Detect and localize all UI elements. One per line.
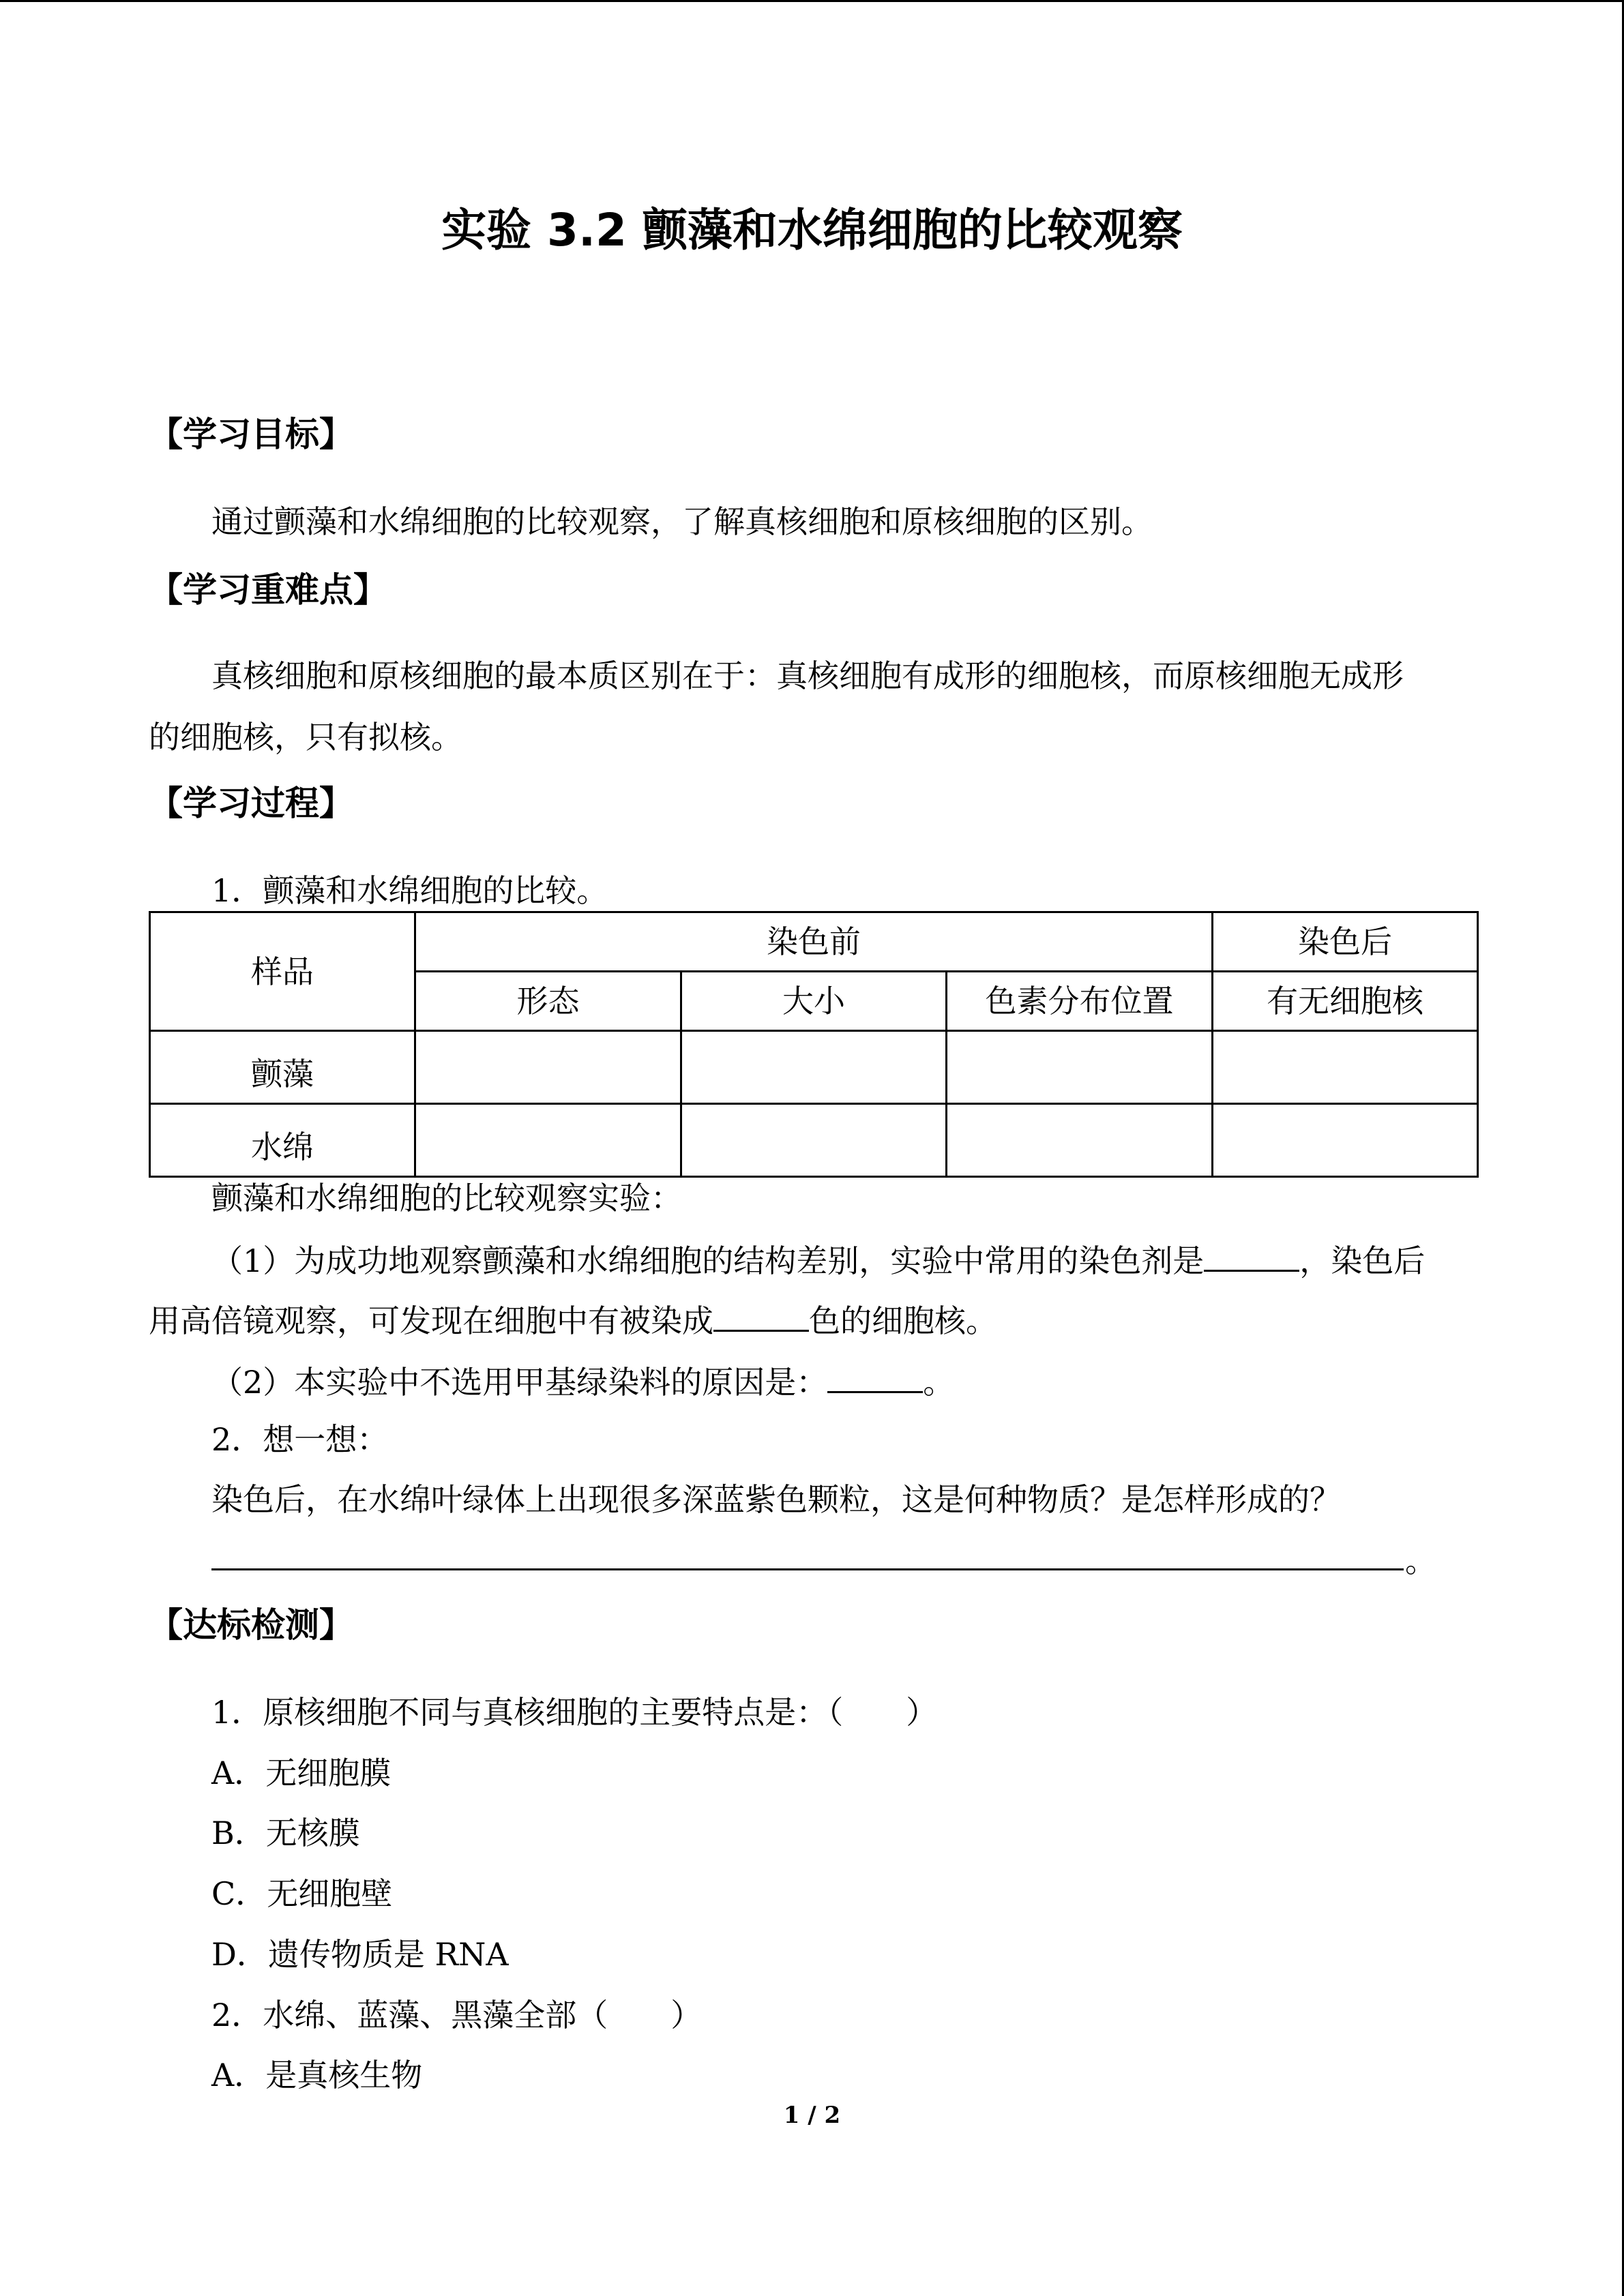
- answer-blank-stain[interactable]: [1204, 1242, 1299, 1272]
- test-heading: 【达标检测】: [149, 1605, 353, 1645]
- comparison-table: [149, 911, 1479, 1178]
- test-q1-option-d[interactable]: D．遗传物质是 RNA: [211, 1936, 509, 1973]
- table-cell[interactable]: [681, 1104, 947, 1177]
- table-header-after: 染色后: [1213, 912, 1478, 972]
- table-row-label: 水绵: [150, 1104, 415, 1177]
- answer-line-end: 。: [1405, 1542, 1436, 1579]
- test-q2-option-a[interactable]: A．是真核生物: [211, 2057, 423, 2093]
- test-q1-option-a[interactable]: A．无细胞膜: [211, 1755, 392, 1791]
- answer-blank-color[interactable]: [713, 1302, 809, 1332]
- answer-blank-reason[interactable]: [827, 1364, 923, 1393]
- key-points-line2: 的细胞核，只有拟核。: [149, 719, 462, 756]
- table-subheader-pigment: 色素分布位置: [947, 972, 1213, 1031]
- goals-text: 通过颤藻和水绵细胞的比较观察，了解真核细胞和原核细胞的区别。: [211, 503, 1153, 540]
- process-heading: 【学习过程】: [149, 784, 353, 823]
- think-question: 染色后，在水绵叶绿体上出现很多深蓝紫色颗粒，这是何种物质？是怎样形成的？: [211, 1481, 1341, 1518]
- table-cell[interactable]: [415, 1031, 681, 1104]
- test-question-2: 2．水绵、蓝藻、黑藻全部（ ）: [211, 1997, 703, 2033]
- question-2-text-a: （2）本实验中不选用甲基绿染料的原因是：: [211, 1364, 828, 1401]
- table-cell[interactable]: [415, 1104, 681, 1177]
- key-points-line1: 真核细胞和原核细胞的最本质区别在于：真核细胞有成形的细胞核，而原核细胞无成形: [211, 657, 1404, 694]
- question-1-text-c: 用高倍镜观察，可发现在细胞中有被染成: [149, 1302, 713, 1339]
- table-subheader-shape: 形态: [415, 972, 681, 1031]
- answer-line-think[interactable]: [211, 1568, 1404, 1570]
- question-1-text-d: 色的细胞核。: [809, 1302, 997, 1339]
- table-header-sample: 样品: [150, 912, 415, 1031]
- table-header-row: [150, 912, 1478, 972]
- process-item2: 2．想一想：: [211, 1421, 389, 1458]
- table-cell[interactable]: [681, 1031, 947, 1104]
- question-1-text-a: （1）为成功地观察颤藻和水绵细胞的结构差别，实验中常用的染色剂是: [211, 1242, 1205, 1279]
- page-number: 1 / 2: [783, 2102, 841, 2129]
- test-question-1: 1．原核细胞不同与真核细胞的主要特点是：（ ）: [211, 1694, 938, 1731]
- table-row-label: 颤藻: [150, 1031, 415, 1104]
- table-cell[interactable]: [1213, 1104, 1478, 1177]
- test-q1-option-c[interactable]: C．无细胞壁: [211, 1875, 393, 1912]
- table-header-before: 染色前: [415, 912, 1213, 972]
- process-item1: 1．颤藻和水绵细胞的比较。: [211, 872, 608, 909]
- question-1-line1: [211, 1242, 1425, 1277]
- question-1-text-b: ，染色后: [1299, 1242, 1426, 1279]
- table-subheader-size: 大小: [681, 972, 947, 1031]
- page-border-top: [0, 0, 1624, 2]
- table-subheader-nucleus: 有无细胞核: [1213, 972, 1478, 1031]
- experiment-intro: 颤藻和水绵细胞的比较观察实验：: [211, 1180, 682, 1217]
- page-title: 实验 3.2 颤藻和水绵细胞的比较观察: [441, 204, 1183, 256]
- table-cell[interactable]: [1213, 1031, 1478, 1104]
- table-cell[interactable]: [947, 1104, 1213, 1177]
- question-1-line2: [149, 1302, 997, 1337]
- table-cell[interactable]: [947, 1031, 1213, 1104]
- goals-heading: 【学习目标】: [149, 415, 353, 454]
- key-points-heading: 【学习重难点】: [149, 570, 387, 610]
- test-q1-option-b[interactable]: B．无核膜: [211, 1815, 360, 1851]
- table-row: [150, 1104, 1478, 1177]
- question-2-text-b: 。: [923, 1364, 955, 1401]
- table-row: [150, 1031, 1478, 1104]
- question-2-line: [211, 1364, 955, 1401]
